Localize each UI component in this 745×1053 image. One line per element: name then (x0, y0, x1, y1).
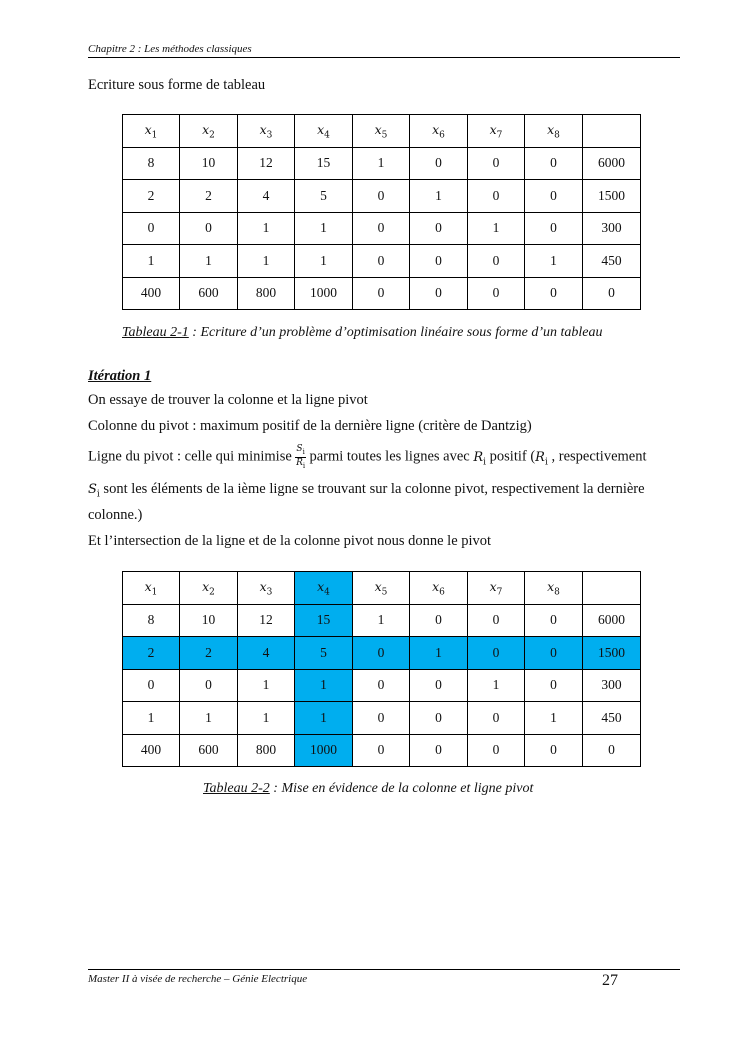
table-row (123, 212, 641, 245)
header-cell (123, 115, 180, 148)
footer-text: Master II à visée de recherche – Génie Electrique (88, 973, 308, 985)
table-cell: 0 (180, 212, 238, 245)
variable-sub: 8 (554, 130, 560, 140)
variable-sub: 2 (209, 130, 215, 140)
table-cell: 0 (583, 734, 641, 767)
table-cell: 0 (410, 212, 468, 245)
header-cell (123, 572, 180, 605)
table-cell: 1 (525, 245, 583, 278)
table-row (123, 702, 641, 735)
variable-label (202, 578, 215, 597)
table-cell: 0 (525, 604, 583, 637)
fraction-si-over-ri (295, 444, 305, 471)
table-row (123, 180, 641, 213)
table-cell: 0 (353, 245, 410, 278)
table-cell: 10 (180, 604, 238, 637)
page-number: 27 (602, 972, 618, 989)
table-cell: 8 (123, 147, 180, 180)
variable-sub: 8 (554, 587, 560, 597)
symbol-s: S (88, 482, 97, 497)
header-cell (525, 572, 583, 605)
table-cell: 5 (295, 180, 353, 213)
variable-base: x (432, 121, 440, 137)
variable-base: x (144, 578, 152, 594)
variable-sub: 6 (439, 130, 445, 140)
table-cell: 10 (180, 147, 238, 180)
header-cell (295, 115, 353, 148)
variable-sub: 5 (381, 130, 388, 140)
variable-sub: 5 (381, 587, 388, 597)
table-2-ref: Tableau 2-2 (203, 781, 270, 796)
header-cell (468, 115, 525, 148)
line3-part-b: parmi toutes les lignes avec (305, 448, 474, 465)
header-cell (238, 115, 295, 148)
variable-sub: 7 (496, 130, 503, 140)
symbol-r: R (473, 449, 484, 465)
table-cell: 2 (180, 180, 238, 213)
variable-base: x (489, 578, 497, 594)
variable-sub: 2 (209, 587, 215, 597)
table-cell: 1 (525, 702, 583, 735)
frac-num-sub: i (302, 447, 305, 456)
table-cell: 0 (583, 277, 641, 310)
table-cell: 1 (295, 702, 353, 735)
symbol-r-sub: i (483, 457, 487, 468)
variable-sub: 3 (266, 130, 273, 140)
table-cell: 1 (410, 637, 468, 670)
table-cell: 400 (123, 277, 180, 310)
table-cell: 0 (353, 277, 410, 310)
variable-base: x (259, 578, 267, 594)
variable-base: x (432, 578, 440, 594)
table-header-row (123, 572, 641, 605)
table-cell: 0 (468, 245, 525, 278)
table-cell: 0 (525, 277, 583, 310)
table-cell: 1 (123, 245, 180, 278)
table-row (123, 604, 641, 637)
table-cell: 1500 (583, 637, 641, 670)
symbol-r2-sub: i (544, 457, 548, 468)
header-cell (583, 115, 641, 148)
table-1-ref: Tableau 2-1 (122, 325, 189, 340)
simplex-table-1 (122, 114, 641, 310)
simplex-table-2 (122, 571, 641, 767)
table-cell: 0 (525, 180, 583, 213)
table-cell: 600 (180, 734, 238, 767)
table-row (123, 277, 641, 310)
intro-text: Ecriture sous forme de tableau (88, 77, 266, 93)
header-cell (180, 115, 238, 148)
table-cell: 2 (180, 637, 238, 670)
table-cell: 0 (410, 702, 468, 735)
table-cell: 12 (238, 147, 295, 180)
frac-numerator: S (296, 444, 303, 454)
frac-den-sub: i (302, 461, 306, 470)
table-cell: 1 (295, 212, 353, 245)
variable-label (202, 121, 215, 140)
header-cell (525, 115, 583, 148)
iteration-line-6: Et l’intersection de la ligne et de la colonne pivot nous donne le pivot (88, 533, 492, 549)
table-cell: 1 (353, 147, 410, 180)
variable-label (144, 578, 158, 597)
table-cell: 1000 (295, 277, 353, 310)
table-cell: 0 (410, 147, 468, 180)
table-2-caption (203, 781, 533, 797)
table-cell: 0 (468, 637, 525, 670)
symbol-ri (473, 449, 487, 468)
table-cell: 8 (123, 604, 180, 637)
variable-label (317, 121, 330, 140)
iteration-title: Itération 1 (88, 368, 152, 384)
table-cell: 800 (238, 734, 295, 767)
table-cell: 0 (123, 669, 180, 702)
table-1-caption-text: : Ecriture d’un problème d’optimisation linéaire sous forme d’un tableau (188, 325, 603, 340)
header-cell (180, 572, 238, 605)
table-cell: 1 (238, 669, 295, 702)
table-cell: 450 (583, 245, 641, 278)
header-cell (353, 115, 410, 148)
iteration-line-1: On essaye de trouver la colonne et la ligne pivot (88, 392, 368, 408)
table-cell: 0 (410, 604, 468, 637)
table-cell: 1 (353, 604, 410, 637)
table-cell: 0 (525, 212, 583, 245)
table-cell: 2 (123, 180, 180, 213)
header-cell (295, 572, 353, 605)
variable-base: x (202, 121, 210, 137)
variable-sub: 3 (266, 587, 273, 597)
symbol-si (88, 482, 100, 500)
table-2-caption-text: : Mise en évidence de la colonne et ligne pivot (269, 781, 534, 796)
table-cell: 0 (353, 212, 410, 245)
variable-label (144, 121, 158, 140)
table-cell: 1 (468, 212, 525, 245)
table-cell: 1 (238, 212, 295, 245)
table-cell: 4 (238, 180, 295, 213)
variable-label (259, 121, 273, 140)
table-cell: 0 (410, 734, 468, 767)
variable-label (489, 121, 503, 140)
table-row (123, 637, 641, 670)
variable-base: x (374, 121, 382, 137)
table-cell: 0 (468, 277, 525, 310)
variable-sub: 4 (324, 130, 330, 140)
table-header-row (123, 115, 641, 148)
variable-base: x (547, 121, 555, 137)
variable-base: x (317, 121, 325, 137)
page-footer (88, 969, 680, 989)
iteration-line-2: Colonne du pivot : maximum positif de la dernière ligne (critère de Dantzig) (88, 418, 532, 434)
table-cell: 6000 (583, 604, 641, 637)
table-cell: 0 (525, 637, 583, 670)
table-cell: 0 (468, 604, 525, 637)
header-cell (410, 572, 468, 605)
variable-label (547, 578, 560, 597)
table-cell: 0 (468, 180, 525, 213)
table-cell: 1 (295, 245, 353, 278)
header-cell (410, 115, 468, 148)
variable-label (489, 578, 503, 597)
table-cell: 12 (238, 604, 295, 637)
header-cell (353, 572, 410, 605)
table-cell: 1000 (295, 734, 353, 767)
table-1-caption (122, 325, 603, 341)
iteration-line-4 (88, 481, 645, 500)
table-cell: 15 (295, 604, 353, 637)
variable-base: x (547, 578, 555, 594)
table-cell: 800 (238, 277, 295, 310)
symbol-s-sub: i (96, 489, 100, 500)
symbol-ri-2 (535, 449, 548, 468)
iteration-line-5: colonne.) (88, 507, 143, 523)
table-row (123, 734, 641, 767)
line3-part-d: , respectivement (547, 448, 647, 465)
frac-denominator: R (296, 457, 303, 468)
variable-base: x (489, 121, 497, 137)
table-cell: 1 (238, 245, 295, 278)
table-cell: 0 (410, 277, 468, 310)
variable-sub: 1 (151, 130, 158, 140)
table-cell: 0 (123, 212, 180, 245)
table-cell: 300 (583, 212, 641, 245)
table-cell: 15 (295, 147, 353, 180)
variable-base: x (259, 121, 267, 137)
table-row (123, 669, 641, 702)
table-cell: 0 (468, 702, 525, 735)
variable-label (259, 578, 273, 597)
symbol-r-2: R (535, 449, 545, 465)
header-cell (468, 572, 525, 605)
variable-sub: 6 (439, 587, 445, 597)
variable-base: x (202, 578, 210, 594)
table-cell: 300 (583, 669, 641, 702)
table-cell: 1500 (583, 180, 641, 213)
table-cell: 1 (180, 702, 238, 735)
table-row (123, 245, 641, 278)
variable-label (432, 121, 445, 140)
variable-base: x (144, 121, 152, 137)
variable-sub: 4 (324, 587, 330, 597)
variable-sub: 7 (496, 587, 503, 597)
variable-label (432, 578, 445, 597)
table-cell: 1 (238, 702, 295, 735)
table-cell: 0 (353, 734, 410, 767)
variable-label (374, 121, 388, 140)
table-cell: 0 (525, 147, 583, 180)
table-cell: 1 (180, 245, 238, 278)
table-cell: 450 (583, 702, 641, 735)
line3-part-c: positif ( (486, 448, 536, 465)
table-cell: 600 (180, 277, 238, 310)
header-cell (583, 572, 641, 605)
table-cell: 0 (410, 245, 468, 278)
iteration-line-3 (88, 444, 647, 471)
table-cell: 5 (295, 637, 353, 670)
variable-sub: 1 (151, 587, 158, 597)
table-cell: 0 (353, 702, 410, 735)
table-cell: 0 (353, 637, 410, 670)
table-cell: 0 (180, 669, 238, 702)
variable-base: x (317, 578, 325, 594)
table-cell: 400 (123, 734, 180, 767)
table-cell: 0 (525, 669, 583, 702)
line4-text: sont les éléments de la ième ligne se trouvant sur la colonne pivot, respectivement la dernière (99, 481, 645, 497)
table-cell: 0 (468, 147, 525, 180)
table-cell: 1 (123, 702, 180, 735)
table-cell: 2 (123, 637, 180, 670)
variable-label (547, 121, 560, 140)
table-cell: 0 (353, 180, 410, 213)
table-cell: 1 (295, 669, 353, 702)
table-cell: 0 (468, 734, 525, 767)
page-header: Chapitre 2 : Les méthodes classiques (88, 43, 680, 58)
table-cell: 0 (353, 669, 410, 702)
table-cell: 6000 (583, 147, 641, 180)
variable-label (317, 578, 330, 597)
line3-part-a: Ligne du pivot : celle qui minimise (88, 448, 296, 465)
table-cell: 1 (410, 180, 468, 213)
variable-label (374, 578, 388, 597)
table-cell: 4 (238, 637, 295, 670)
table-cell: 0 (525, 734, 583, 767)
table-cell: 1 (468, 669, 525, 702)
variable-base: x (374, 578, 382, 594)
header-cell (238, 572, 295, 605)
table-cell: 0 (410, 669, 468, 702)
table-row (123, 147, 641, 180)
